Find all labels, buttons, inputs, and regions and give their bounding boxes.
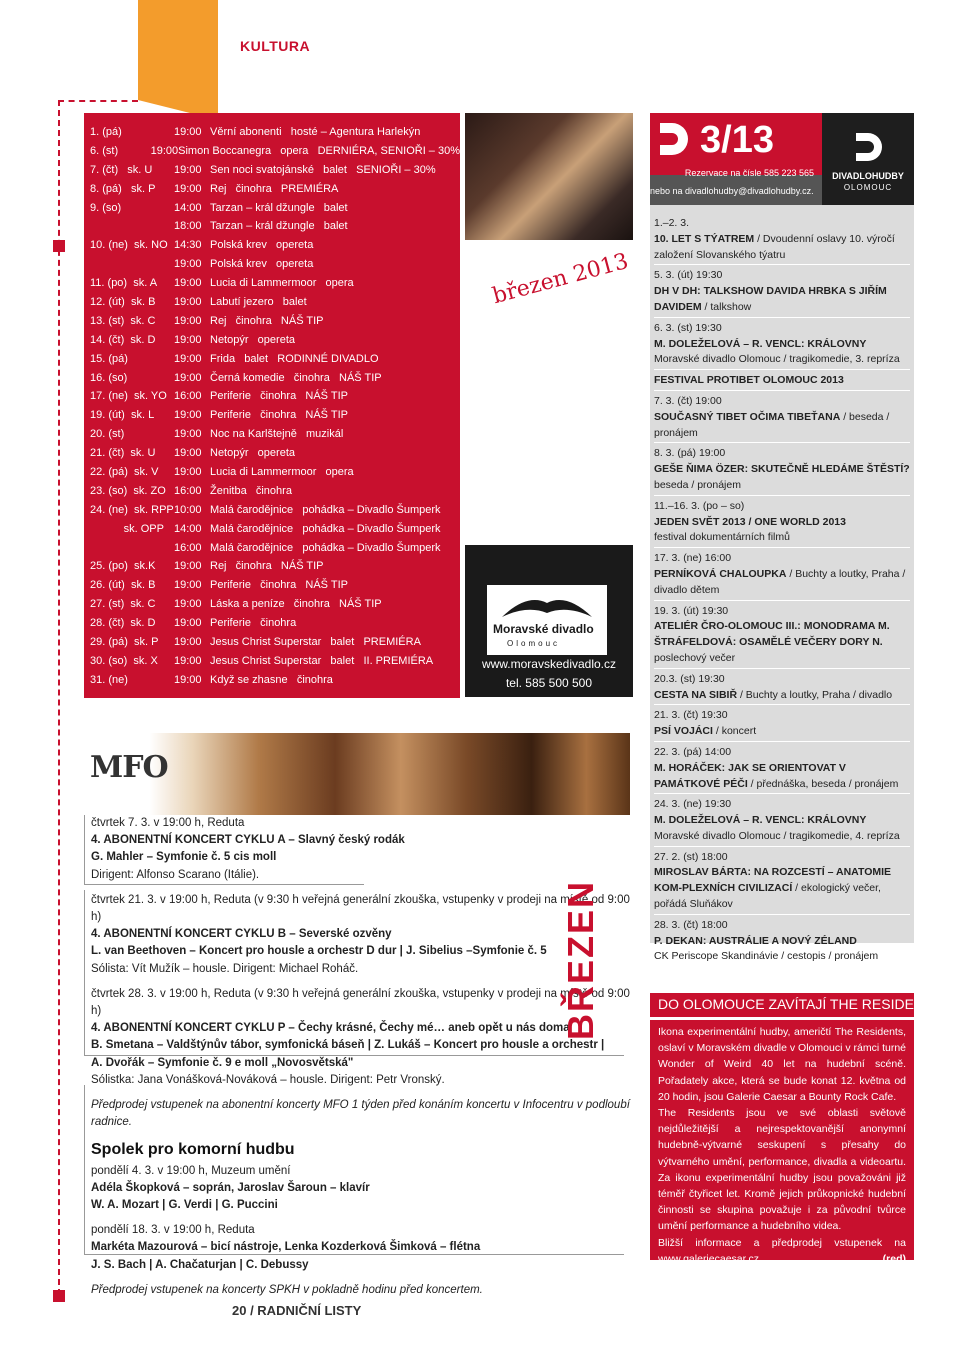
schedule-date: 30. (so) sk. X [90, 654, 158, 667]
schedule-row [90, 425, 460, 444]
event-body [654, 688, 910, 704]
dh-event [654, 672, 910, 706]
schedule-date: 15. (pá) [90, 352, 128, 365]
schedule-title: Jesus Christ Superstar balet II. PREMIÉRA [210, 654, 434, 667]
schedule-title: Frida balet RODINNÉ DIVADLO [210, 352, 379, 365]
event-body [654, 934, 910, 966]
dh-event [654, 918, 910, 967]
concert-performers: Sólista: Vít Mužík – housle. Dirigent: Michael Roháč. [91, 962, 359, 975]
section-label: KULTURA [240, 38, 311, 54]
schedule-time: 19:00 [174, 636, 202, 649]
event-date: 17. 3. (ne) 16:00 [654, 552, 732, 565]
event-date: 5. 3. (út) 19:30 [654, 269, 723, 282]
schedule-title: Malá čarodějnice pohádka – Divadlo Šumperk [210, 541, 441, 554]
concert-date: čtvrtek 7. 3. v 19:00 h, Reduta [91, 817, 245, 829]
schedule-title: Malá čarodějnice pohádka – Divadlo Šumperk [210, 522, 441, 535]
event-desc: / přednáška, beseda / pronájem [747, 777, 899, 790]
schedule-title: Láska a peníze činohra NÁŠ TIP [210, 598, 382, 611]
schedule-title: Simon Boccanegra opera DERNIÉRA, SENIOŘI – 30% [178, 144, 460, 157]
schedule-title: Rej činohra NÁŠ TIP [210, 314, 324, 327]
schedule-time: 19:00 [174, 598, 202, 611]
event-body [654, 410, 910, 442]
event-desc: Moravské divadlo Olomouc / tragikomedie, 3. repríza [654, 353, 900, 366]
schedule-row [90, 482, 460, 501]
schedule-time: 19:00 [150, 144, 179, 157]
schedule-row [90, 293, 460, 312]
schedule-time: 19:00 [174, 163, 202, 176]
spkh-title: Spolek pro komorní hudbu [91, 1141, 295, 1159]
schedule-time: 10:00 [174, 503, 202, 516]
schedule-title: Netopýr opereta [210, 333, 295, 346]
schedule-time: 19:00 [174, 371, 202, 384]
schedule-date: sk. OPP [90, 522, 164, 535]
schedule-time: 14:30 [174, 239, 202, 252]
divadlo-hudby-logo [822, 113, 914, 205]
schedule-time: 14:00 [174, 522, 202, 535]
concert-title: 4. ABONENTNÍ KONCERT CYKLU P – Čechy krásné, Čechy mé… aneb opět u nás doma [91, 1022, 570, 1035]
concert-date: čtvrtek 21. 3. v 19:00 h, Reduta (v 9:30 h veřejná generální zkouška, vstupenky v prodeji na místě od 9:00 h) [91, 893, 630, 924]
article-paragraph: The Residents jsou ve své oblasti světově nejdůležitější a nejrespektovanější anonymní hudebně-výtvarné seskupení s přesahy do výtvarného umění, performance, divadla a videoartu. Za ikonu experimentální hudby jsou považováni již téměř čtyřicet let. Kromě jejich průkopnické hudební činnosti se skupina považuje i za původní tvůrce umění performance a hudebního videa. [658, 1107, 906, 1233]
event-body [654, 462, 910, 494]
mfo-presale-note: Předprodej vstupenek na abonentní koncerty MFO 1 týden před konáním koncertu v Infocentru v podloubí radnice. [91, 1099, 630, 1129]
schedule-time: 19:00 [174, 409, 202, 422]
dh-event [654, 268, 910, 317]
schedule-date: 14. (čt) sk. D [90, 333, 156, 346]
event-desc: beseda / pronájem [654, 478, 741, 491]
event-date: 1.–2. 3. [654, 217, 690, 229]
schedule-date: 16. (so) [90, 371, 128, 384]
event-desc: / talkshow [701, 300, 752, 313]
event-date: 20.3. (st) 19:30 [654, 672, 725, 685]
schedule-date: 29. (pá) sk. P [90, 636, 159, 649]
schedule-date: 17. (ne) sk. YO [90, 390, 167, 403]
schedule-row [90, 652, 460, 671]
schedule-time: 19:00 [174, 277, 202, 290]
schedule-title: Lucia di Lammermoor opera [210, 466, 354, 479]
red-square-marker [53, 240, 65, 252]
schedule-time: 19:00 [174, 560, 202, 573]
schedule-row [90, 387, 460, 406]
schedule-row [90, 217, 460, 236]
schedule-time: 18:00 [174, 220, 202, 233]
event-desc: / Buchty a loutky, Praha / divadlo [737, 688, 893, 701]
dh-event [654, 745, 910, 794]
divider [84, 890, 624, 1056]
dashed-line-left [58, 100, 60, 1295]
schedule-date: 22. (pá) sk. V [90, 466, 159, 479]
event-desc: / Dvoudenní oslavy 10. výročí založení Slovanského týatru [654, 232, 895, 261]
divider [84, 815, 364, 885]
schedule-row [90, 369, 460, 388]
concert-program: B. Smetana – Valdštýnův tábor, symfonická báseň | Z. Lukáš – Koncert pro housle a orchestr | [91, 1039, 605, 1052]
schedule-time: 19:00 [174, 333, 202, 346]
event-title: PSÍ VOJÁCI [654, 725, 713, 738]
dh-event [654, 708, 910, 742]
schedule-row [90, 350, 460, 369]
concert-date: pondělí 18. 3. v 19:00 h, Reduta [91, 1224, 255, 1237]
event-title: PERNÍKOVÁ CHALOUPKA [654, 567, 787, 580]
event-title: GEŠE ŇIMA ÖZER: SKUTEČNĚ HLEDÁME ŠTĚSTÍ? [654, 463, 910, 476]
schedule-title: Černá komedie činohra NÁŠ TIP [210, 371, 382, 384]
theatre-photo [465, 113, 633, 240]
article-signature: (red) [882, 1252, 906, 1265]
dh-logo-city: OLOMOUC [843, 183, 893, 192]
schedule-row [90, 406, 460, 425]
month-label: březen 2013 [490, 248, 632, 310]
schedule-row [90, 501, 460, 520]
schedule-row [90, 463, 460, 482]
schedule-date: 19. (út) sk. L [90, 409, 155, 422]
schedule-row [90, 614, 460, 633]
schedule-title: Netopýr opereta [210, 447, 295, 460]
event-desc: CK Periscope Skandinávie / cestopis / pronájem [654, 950, 879, 963]
schedule-date: 20. (st) [90, 428, 125, 441]
dashed-line-top [58, 100, 138, 102]
schedule-date [90, 255, 174, 274]
dh-event [654, 850, 910, 915]
schedule-date: 26. (út) sk. B [90, 579, 156, 592]
schedule-row [90, 520, 460, 539]
event-desc: / Buchty a loutky, Praha / divadlo dětem [654, 567, 906, 596]
schedule-row [90, 444, 460, 463]
theatre-schedule [84, 113, 460, 698]
schedule-time: 19:00 [174, 296, 202, 309]
schedule-date: 8. (pá) sk. P [90, 182, 156, 195]
schedule-time: 19:00 [174, 352, 202, 365]
logo-city: Olomouc [507, 639, 561, 648]
schedule-time: 16:00 [174, 541, 202, 554]
schedule-title: Sen noci svatojánské balet SENIOŘI – 30% [210, 163, 436, 176]
theatre-contact [465, 545, 633, 697]
concert-performers: Sólistka: Jana Vonášková-Nováková – housle. Dirigent: Petr Vronský. [91, 1073, 445, 1086]
event-title: JEDEN SVĚT 2013 / ONE WORLD 2013 [654, 515, 846, 528]
concert-program: L. van Beethoven – Koncert pro housle a orchestr D dur | J. Sibelius –Symfonie č. 5 [91, 945, 547, 958]
schedule-row [90, 671, 460, 690]
residents-headline: DO OLOMOUCE ZAVÍTAJÍ THE RESIDENTS [650, 993, 914, 1017]
event-date: 22. 3. (pá) 14:00 [654, 745, 732, 758]
schedule-date: 11. (po) sk. A [90, 277, 158, 290]
schedule-title: Tarzan – král džungle balet [210, 201, 348, 214]
logo-name: Moravské divadlo [493, 622, 594, 636]
concert-performers: Adéla Škopková – soprán, Jaroslav Šaroun – klavír [91, 1181, 370, 1194]
schedule-date: 10. (ne) sk. NO [90, 239, 168, 252]
schedule-title: Periferie činohra NÁŠ TIP [210, 409, 348, 422]
dh-event [654, 797, 910, 846]
red-square-marker [53, 1290, 65, 1302]
event-body [654, 619, 910, 666]
event-date: FESTIVAL PROTIBET OLOMOUC 2013 [654, 374, 844, 387]
schedule-row [90, 331, 460, 350]
event-body [654, 813, 910, 845]
schedule-date: 27. (st) sk. C [90, 598, 156, 611]
concert-program: A. Dvořák – Symfonie č. 9 e moll „Novosvětská" [91, 1056, 354, 1069]
event-desc: Moravské divadlo Olomouc / tragikomedie, 4. repríza [654, 829, 900, 842]
schedule-date: 25. (po) sk.K [90, 560, 156, 573]
schedule-title: Labutí jezero balet [210, 296, 307, 309]
divider [84, 1085, 624, 1255]
theatre-phone: tel. 585 500 500 [505, 676, 593, 690]
event-desc: poslechový večer [654, 651, 736, 664]
schedule-title: Periferie činohra [210, 617, 297, 630]
event-date: 28. 3. (čt) 18:00 [654, 918, 728, 931]
concert-date: čtvrtek 28. 3. v 19:00 h, Reduta (v 9:30 h veřejná generální zkouška, vstupenky v prodeji na místě od 9:00 h) [91, 987, 630, 1018]
concert-date: pondělí 4. 3. v 19:00 h, Muzeum umění [91, 1164, 291, 1177]
spkh-presale-note: Předprodej vstupenek na koncerty SPKH v pokladně hodinu před koncertem. [91, 1283, 483, 1296]
concert-performers: Markéta Mazourová – bicí nástroje, Lenka Kozderková Šimková – flétna [91, 1241, 481, 1254]
dh-event [654, 446, 910, 495]
schedule-date: 21. (čt) sk. U [90, 447, 156, 460]
event-date: 8. 3. (pá) 19:00 [654, 447, 726, 460]
schedule-row [90, 557, 460, 576]
schedule-date [90, 217, 174, 236]
dh-header [650, 113, 914, 205]
schedule-date: 24. (ne) sk. RPP [90, 503, 174, 516]
schedule-date: 9. (so) [90, 201, 122, 214]
schedule-row [90, 142, 460, 161]
schedule-date: 7. (čt) sk. U [90, 163, 153, 176]
concert-program: G. Mahler – Symfonie č. 5 cis moll [91, 851, 277, 864]
event-title: P. DEKAN: AUSTRÁLIE A NOVÝ ZÉLAND [654, 934, 857, 947]
dh-reservation-email: nebo na divadlohudby@divadlohudby.cz. [650, 186, 814, 196]
schedule-time: 16:00 [174, 484, 202, 497]
wing-icon [497, 593, 597, 619]
dh-events-list [654, 216, 910, 970]
schedule-title: Když se zhasne činohra [210, 673, 333, 686]
event-date: 11.–16. 3. (po – so) [654, 499, 745, 512]
event-desc: festival dokumentárních filmů [654, 531, 790, 544]
event-body [654, 284, 910, 316]
event-title: M. DOLEŽELOVÁ – R. VENCL: KRÁLOVNY [654, 337, 867, 350]
schedule-title: Tarzan – král džungle balet [210, 220, 348, 233]
schedule-time: 19:00 [174, 579, 202, 592]
schedule-title: Lucia di Lammermoor opera [210, 277, 354, 290]
moravske-divadlo-logo [487, 585, 607, 655]
article-paragraph [658, 1235, 906, 1267]
schedule-title: Rej činohra PREMIÉRA [210, 182, 339, 195]
concert-program: J. S. Bach | A. Chačaturjan | C. Debussy [91, 1258, 309, 1271]
schedule-date: 28. (čt) sk. D [90, 617, 156, 630]
event-date: 27. 2. (st) 18:00 [654, 850, 728, 863]
schedule-row [90, 633, 460, 652]
dh-d-icon [656, 119, 692, 159]
schedule-date: 6. (st) [90, 144, 119, 157]
event-title: CESTA NA SIBIŘ [654, 688, 738, 701]
event-body [654, 761, 910, 793]
schedule-time: 19:00 [174, 314, 202, 327]
schedule-time: 19:00 [174, 673, 202, 686]
dh-red-box [650, 113, 822, 175]
event-title: M. DOLEŽELOVÁ – R. VENCL: KRÁLOVNY [654, 814, 867, 827]
schedule-title: Polská krev opereta [210, 239, 314, 252]
dh-event [654, 321, 910, 370]
schedule-row [90, 576, 460, 595]
schedule-title: Polská krev opereta [210, 258, 314, 271]
concert-title: 4. ABONENTNÍ KONCERT CYKLU A – Slavný český rodák [91, 834, 405, 847]
month-vertical: BŘEZEN [560, 879, 601, 1040]
page-footer: 20 / RADNIČNÍ LISTY [232, 1303, 362, 1318]
event-body [654, 724, 910, 740]
event-date: 6. 3. (st) 19:30 [654, 321, 722, 334]
concert-program: W. A. Mozart | G. Verdi | G. Puccini [91, 1199, 278, 1212]
event-body [654, 567, 910, 599]
schedule-row [90, 199, 460, 218]
schedule-row [90, 161, 460, 180]
dh-reservation-phone: Rezervace na čísle 585 223 565 [684, 168, 814, 178]
orange-tab [138, 0, 218, 100]
dh-event [654, 373, 910, 391]
schedule-time: 16:00 [174, 390, 202, 403]
event-title: MIROSLAV BÁRTA: NA ROZCESTÍ – ANATOMIE KOM-PLEXNÍCH CIVILIZACÍ [654, 866, 892, 895]
event-title: SOUČASNÝ TIBET OČIMA TIBEŤANA [654, 410, 841, 423]
schedule-time: 19:00 [174, 654, 202, 667]
event-date: 7. 3. (čt) 19:00 [654, 394, 722, 407]
theatre-website[interactable]: www.moravskedivadlo.cz [481, 657, 617, 671]
issue-number: 3/13 [700, 119, 774, 161]
schedule-title: Věrní abonenti hosté – Agentura Harlekýn [210, 126, 421, 138]
article-paragraph-text: Bližší informace a předprodej vstupenek na www.galeriecaesar.cz. [658, 1236, 906, 1265]
schedule-time: 19:00 [174, 466, 202, 479]
event-desc: / beseda / pronájem [654, 410, 890, 439]
schedule-date: 13. (st) sk. C [90, 314, 156, 327]
dh-event [654, 604, 910, 669]
dh-logo-name: DIVADLOHUDBY [832, 171, 904, 181]
event-body [654, 337, 910, 369]
schedule-date: 23. (so) sk. ZO [90, 484, 166, 497]
event-title: M. HORÁČEK: JAK SE ORIENTOVAT V PAMÁTKOVÉ PÉČI [654, 761, 846, 790]
schedule-time: 19:00 [174, 258, 202, 271]
schedule-time: 19:00 [174, 182, 202, 195]
event-title: DH V DH: TALKSHOW DAVIDA HRBKA S JIŘÍM DAVIDEM [654, 285, 887, 313]
schedule-title: Ženitba činohra [210, 484, 292, 497]
event-body [654, 865, 910, 912]
dh-logo-icon [854, 131, 884, 163]
schedule-date: 31. (ne) [90, 673, 128, 686]
schedule-row [90, 539, 460, 558]
schedule-title: Jesus Christ Superstar balet PREMIÉRA [210, 636, 421, 649]
schedule-row [90, 255, 460, 274]
schedule-title: Rej činohra NÁŠ TIP [210, 560, 324, 573]
schedule-row [90, 595, 460, 614]
schedule-date: 1. (pá) [90, 126, 122, 138]
concert-performers: Dirigent: Alfonso Scarano (Itálie). [91, 868, 260, 881]
dh-event [654, 394, 910, 443]
schedule-time: 14:00 [174, 201, 202, 214]
schedule-time: 19:00 [174, 447, 202, 460]
event-title: 10. LET S TÝATREM [654, 232, 755, 245]
event-body [654, 515, 910, 547]
schedule-time: 19:00 [174, 126, 202, 138]
event-desc: / ekologický večer, pořádá Sluňákov [654, 882, 881, 911]
dh-event [654, 216, 910, 265]
event-title: ATELIÉR ČRO-OLOMOUC III.: MONODRAMA M. ŠTRÁFELDOVÁ: OSAMĚLÉ VEČERY DORY N. [654, 620, 890, 649]
schedule-time: 19:00 [174, 428, 202, 441]
event-date: 24. 3. (ne) 19:30 [654, 798, 732, 811]
schedule-row [90, 123, 460, 142]
schedule-row [90, 236, 460, 255]
mfo-logo: MFO [90, 750, 168, 785]
dh-event [654, 551, 910, 600]
article-paragraph: Ikona experimentální hudby, američtí The Residents, oslaví v Moravském divadle v Olomouci v rámci turné Wonder of Weird 40 let na hudební scéně. Pořadately akce, která se bude konat 12. května od 20 hodin, jsou Galerie Caesar a Bounty Rock Cafe. [658, 1026, 906, 1103]
schedule-date [90, 539, 174, 558]
schedule-row [90, 312, 460, 331]
schedule-title: Periferie činohra NÁŠ TIP [210, 579, 348, 592]
event-desc: / koncert [712, 725, 757, 738]
schedule-title: Periferie činohra NÁŠ TIP [210, 390, 348, 403]
schedule-time: 19:00 [174, 617, 202, 630]
schedule-row [90, 180, 460, 199]
schedule-title: Malá čarodějnice pohádka – Divadlo Šumperk [210, 503, 441, 516]
schedule-date: 12. (út) sk. B [90, 296, 156, 309]
schedule-title: Noc na Karlštejně muzikál [210, 428, 344, 441]
dh-event [654, 499, 910, 548]
event-date: 19. 3. (út) 19:30 [654, 604, 729, 617]
event-body [654, 232, 910, 264]
residents-article [650, 1020, 914, 1265]
schedule-row [90, 274, 460, 293]
concert-title: 4. ABONENTNÍ KONCERT CYKLU B – Severské ozvěny [91, 928, 392, 941]
event-date: 21. 3. (čt) 19:30 [654, 709, 728, 722]
